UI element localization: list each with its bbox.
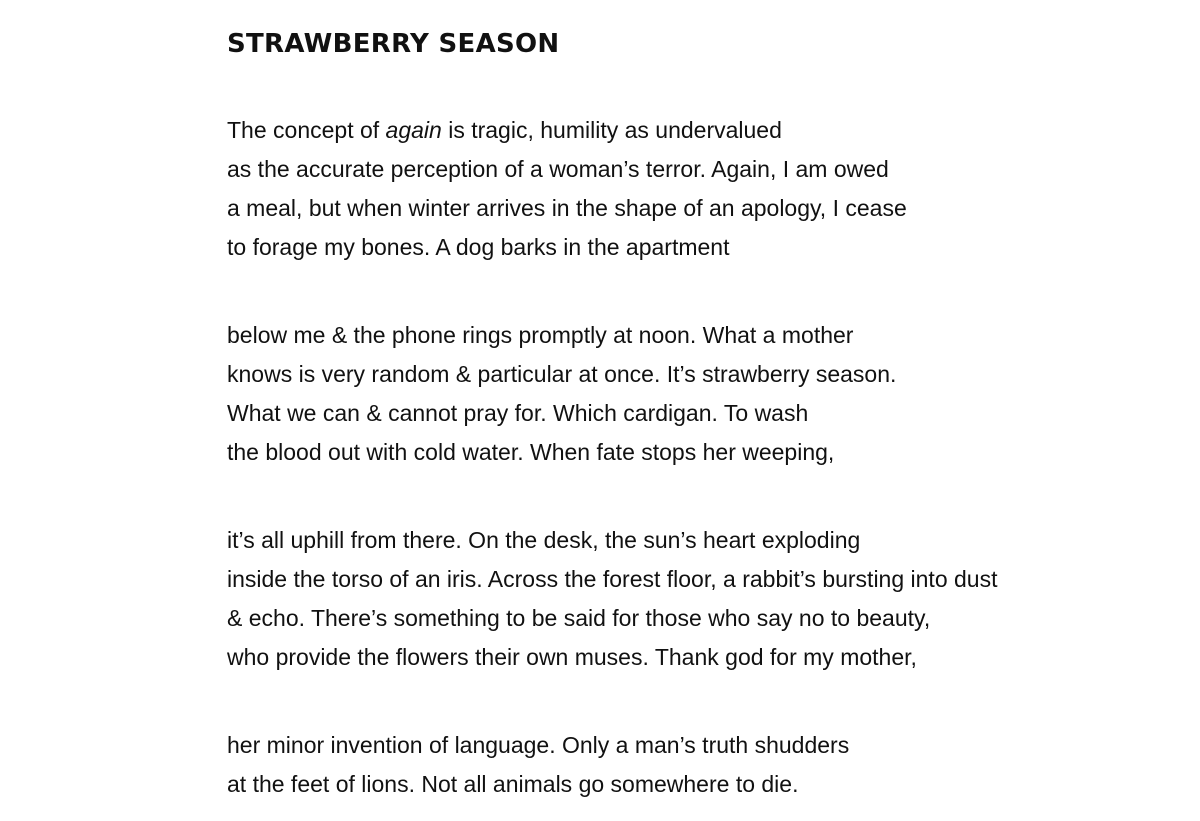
poem-line: a meal, but when winter arrives in the shape of an apology, I cease (227, 195, 907, 221)
stanza-2 (227, 316, 896, 472)
poem-line: knows is very random & particular at once. It’s strawberry season. (227, 361, 897, 387)
stanza-4 (227, 726, 849, 804)
stanza-3 (227, 521, 997, 677)
poem-line (227, 111, 907, 150)
emphasized-word: again (385, 117, 442, 143)
poem-line: at the feet of lions. Not all animals go somewhere to die. (227, 771, 799, 797)
poem-line: as the accurate perception of a woman’s terror. Again, I am owed (227, 156, 889, 182)
poem-line: who provide the flowers their own muses. Thank god for my mother, (227, 644, 917, 670)
poem-line: the blood out with cold water. When fate stops her weeping, (227, 439, 835, 465)
poem-line: her minor invention of language. Only a man’s truth shudders (227, 732, 850, 758)
poem-line: inside the torso of an iris. Across the forest floor, a rabbit’s bursting into dust (227, 566, 998, 592)
poem-line: to forage my bones. A dog barks in the apartment (227, 234, 730, 260)
poem-line: & echo. There’s something to be said for those who say no to beauty, (227, 605, 931, 631)
line-text-post: is tragic, humility as undervalued (441, 117, 782, 143)
poem-title: STRAWBERRY SEASON (227, 29, 560, 59)
poem-line: below me & the phone rings promptly at noon. What a mother (227, 322, 854, 348)
poem-line: What we can & cannot pray for. Which cardigan. To wash (227, 400, 809, 426)
stanza-1 (227, 111, 907, 267)
poem-line: it’s all uphill from there. On the desk, the sun’s heart exploding (227, 527, 861, 553)
line-text-pre: The concept of (227, 117, 386, 143)
